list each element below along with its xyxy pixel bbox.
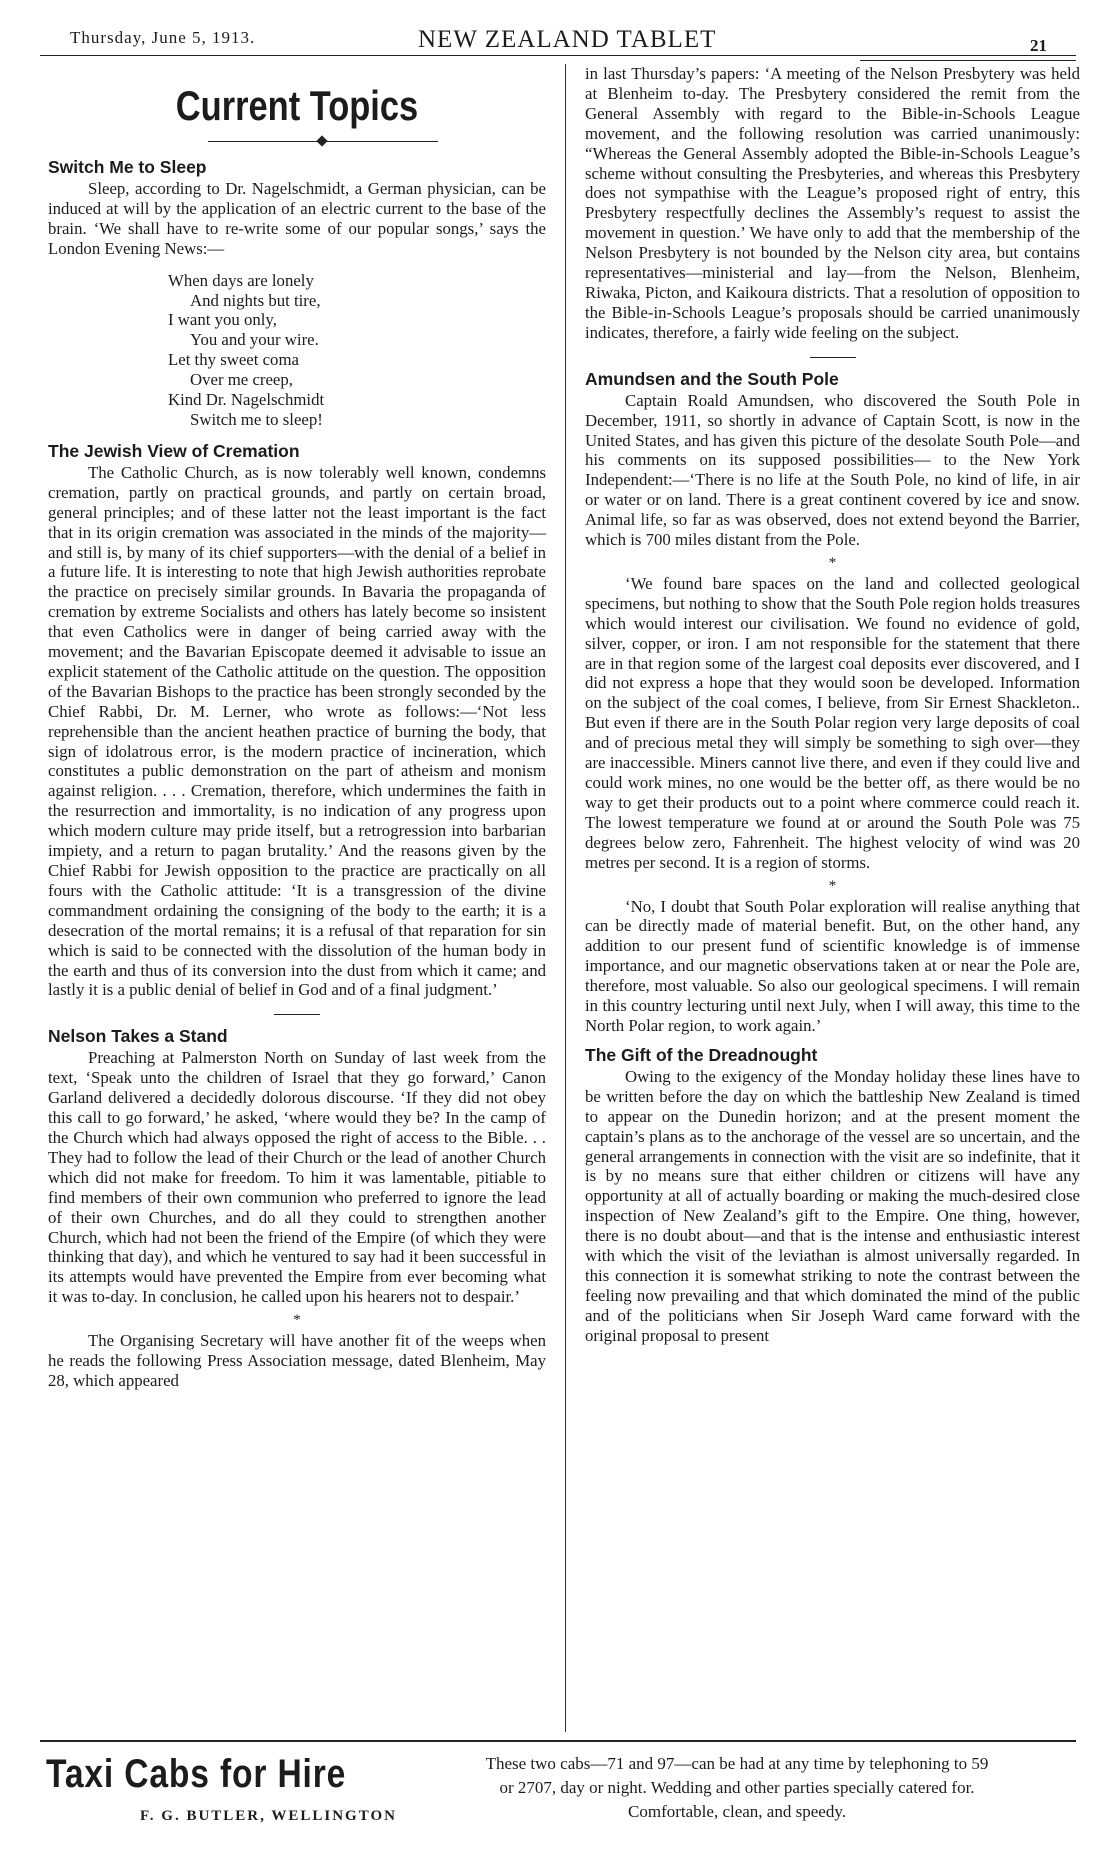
poem-line: When days are lonely xyxy=(168,270,314,290)
paragraph: Captain Roald Amundsen, who discovered the South Pole in December, 1911, so shortly in advance of Captain Scott, is now in the United States, and has given this picture of the desolate South Pole—and his comments on its supposed possibilities— to the New York Independent:—‘There is no life at the South Pole, no kind of life, in air or water or on land. There is a great continent covered by ice and snow. Animal life, so far as was observed, does not extend beyond the Barrier, which is 700 miles distant from the Pole. xyxy=(585,390,1080,550)
asterisk-separator: * xyxy=(828,877,837,894)
advert-line: These two cabs—71 and 97—can be had at any time by telephoning to 59 xyxy=(485,1754,989,1773)
poem-line: And nights but tire, xyxy=(190,290,321,310)
section-separator xyxy=(810,357,856,358)
poem-line: You and your wire. xyxy=(190,330,319,350)
heading-switch-me-to-sleep: Switch Me to Sleep xyxy=(48,157,207,177)
heading-jewish-view-of-cremation: The Jewish View of Cremation xyxy=(48,440,300,461)
paragraph: ‘We found bare spaces on the land and collected geological specimens, but nothing to show that the South Pole region holds treasures which would interest our civilisation. We found no evidence of gold, silver, copper, or iron. I am not responsible for the statement that there are in that region some of the largest coal deposits ever discovered, and I did not express a hope that they would soon be developed. Information on the subject of the coal comes, I believe, from Sir Ernest Shackleton.. But even if there are in the South Polar region very large deposits of coal and of precious metal they will simply be something to sigh over—they are inaccessible. Miners cannot live there, and even if they could live and could work mines, no one would be the better off, as there would be no way to get their products out to a point where commerce could reach it. The lowest temperature we found at or around the South Pole was 75 degrees below zero, Fahrenheit. The highest velocity of wind was 20 metres per second. It is a region of storms. xyxy=(585,573,1080,872)
title-ornament xyxy=(48,134,546,148)
header-title: NEW ZEALAND TABLET xyxy=(418,26,717,53)
header-rule xyxy=(40,55,1076,56)
advert-text xyxy=(400,1752,1074,1824)
poem xyxy=(168,271,546,430)
asterisk-separator: * xyxy=(293,1312,301,1329)
paragraph-continued: in last Thursday’s papers: ‘A meeting of the Nelson Presbytery was held at Blenheim to-day. The Presbytery considered the remit from the General Assembly with regard to the Bible-in-Schools League movement, and the following resolution was carried unanimously: “Whereas the General Assembly adopted the Bible-in-Schools League’s scheme without consulting the Presbyteries, and whereas this Presbytery does not sympathise with the League’s proposed right of entry, this Presbytery respectfully declines the Assembly’s request to assist the movement in question.’ We have only to add that the membership of the Nelson Presbytery is not bounded by the Nelson city area, but contains representatives—ministerial and lay—from the Nelson, Blenheim, Riwaka, Picton, and Kaikoura districts. That a resolution of opposition to the Bible-in-Schools League’s proposals should be carried unanimously indicates, therefore, a fairly wide feeling on the subject. xyxy=(585,64,1080,342)
poem-line: I want you only, xyxy=(168,310,277,330)
heading-amundsen-and-the-south-pole: Amundsen and the South Pole xyxy=(585,368,839,389)
advert-subtitle: F. G. BUTLER, WELLINGTON xyxy=(140,1808,397,1824)
advert-rule xyxy=(40,1740,1076,1742)
advert-line: or 2707, day or night. Wedding and other parties specially catered for. xyxy=(499,1778,975,1797)
section-separator xyxy=(274,1014,320,1015)
paragraph: ‘No, I doubt that South Polar exploration will realise anything that can be directly made of material benefit. But, on the other hand, any addition to our present fund of scientific knowledge is of immense importance, and our magnetic observations taken at or near the Pole are, therefore, most valuable. So also our geological specimens. I will remain in this country lecturing until next July, when I will away, this time to the North Polar region, to work again.’ xyxy=(585,896,1080,1035)
advert-line: Comfortable, clean, and speedy. xyxy=(628,1802,846,1821)
asterisk-separator: * xyxy=(828,554,837,571)
page-number: 21 xyxy=(1030,36,1047,55)
poem-line: Over me creep, xyxy=(190,370,293,390)
column-divider xyxy=(565,64,566,1732)
poem-line: Switch me to sleep! xyxy=(190,409,323,429)
header-rule-short xyxy=(860,60,1076,61)
paragraph: Owing to the exigency of the Monday holiday these lines have to be written before the day on which the battleship New Zealand is timed to appear on the Dunedin horizon; and at the present moment the captain’s plans as to the anchorage of the vessel are so uncertain, and the general arrangements in connection with the visit are so indefinite, that it is by no means sure that either children or citizens will have any opportunity at all of actually boarding or making the much-desired close inspection of New Zealand’s gift to the Empire. One thing, however, there is no doubt about—and that is the intense and enthusiastic interest with which the visit of the leviathan is almost universally regarded. In this connection it is somewhat striking to note the contrast between the feeling now prevailing and that which dominated the mind of the public and of the politicians when Sir Joseph Ward came forward with the original proposal to present xyxy=(585,1066,1080,1345)
poem-line: Let thy sweet coma xyxy=(168,350,299,370)
heading-nelson-takes-a-stand: Nelson Takes a Stand xyxy=(48,1026,228,1047)
paragraph: The Organising Secretary will have another fit of the weeps when he reads the following Press Association message, dated Blenheim, May 28, which appeared xyxy=(48,1331,546,1390)
page-title: Current Topics xyxy=(175,82,419,129)
right-column xyxy=(585,64,1080,1346)
poem-line: Kind Dr. Nagelschmidt xyxy=(168,390,325,410)
advert-title: Taxi Cabs for Hire xyxy=(46,1752,347,1796)
header-date: Thursday, June 5, 1913. xyxy=(70,28,256,47)
paragraph: Sleep, according to Dr. Nagelschmidt, a German physician, can be induced at will by the application of an electric current to the base of the brain. ‘We shall have to re-write some of our popular songs,’ says the London Evening News:— xyxy=(48,179,546,258)
heading-gift-of-the-dreadnought: The Gift of the Dreadnought xyxy=(585,1044,818,1065)
paragraph: Preaching at Palmerston North on Sunday of last week from the text, ‘Speak unto the children of Israel that they go forward,’ Canon Garland delivered a decidedly dolorous discourse. ‘If they did not obey this call to go forward,’ he asked, ‘where would they be? In the camp of the Church which had always opposed the right of access to the Bible. . . They had to follow the lead of their Church or the lead of another Church which did not make for freedom. To him it was lamentable, pitiable to find members of their own communion who preferred to ignore the lead of their own Churches, and do all they could to strengthen another Church, which had not been the friend of the Empire (of which they were thinking that day), and which he ventured to say had it been successful in its attempts would have prevented the Empire from ever becoming what it was to-day. In conclusion, he called upon his hearers not to despair.’ xyxy=(48,1048,546,1307)
left-column xyxy=(48,64,546,1391)
paragraph: The Catholic Church, as is now tolerably well known, condemns cremation, partly on practical grounds, and partly on certain broad, general principles; and of these latter not the least important is the fact that in its origin cremation was associated in the minds of the majority—and still is, by many of its chief supporters—with the denial of a belief in a future life. It is interesting to note that high Jewish authorities reprobate the practice on precisely similar grounds. In Bavaria the propaganda of cremation by extreme Socialists and others has lately become so insistent that even Catholics were in danger of being carried away with the movement; and the Bavarian Episcopate deemed it advisable to issue an explicit statement of the Catholic attitude on the question. The opposition of the Bavarian Bishops to the practice has been strongly seconded by the Chief Rabbi, Dr. M. Lerner, who wrote as follows:—‘Not less reprehensible than the ancient heathen practice of burning the body, that sign of idolatrous error, is the modern practice of incineration, which constitutes a public demonstration on the part of atheism and monism against religion. . . . Cremation, therefore, which undermines the faith in the resurrection and immortality, is no indication of any progress upon which modern culture may pride itself, but a retrogression into barbarian impiety, and a return to pagan brutality.’ And the reasons given by the Chief Rabbi for Jewish opposition to the practice are practically on all fours with the Catholic attitude: ‘It is a transgression of the divine commandment ordaining the consigning of the body to the earth; it is a desecration of the mortal remains; it is a refusal of that reparation for sin which is said to be connected with the dissolution of the human body in the earth and thus of its conversion into the dust from which it came; and lastly it is a public denial of belief in God and of a final judgment.’ xyxy=(48,462,546,1000)
ornament-diamond-icon xyxy=(316,135,327,146)
